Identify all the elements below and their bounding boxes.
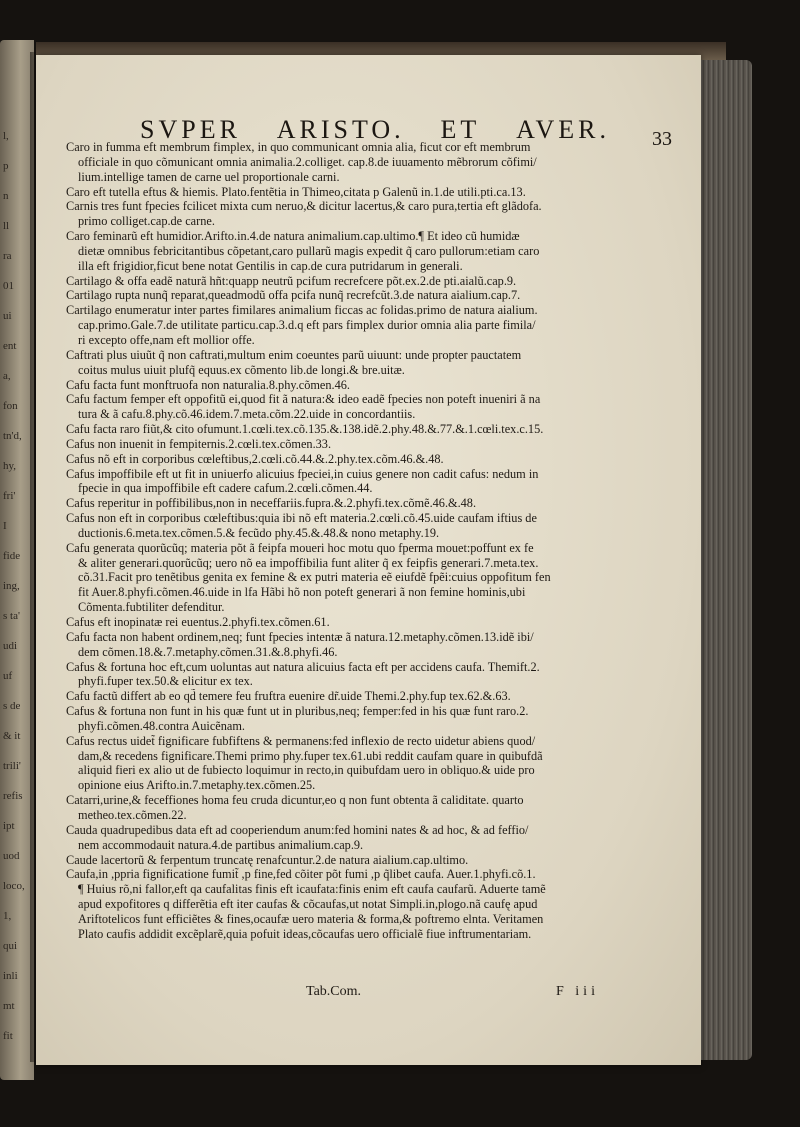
page-number: 33 xyxy=(652,128,672,150)
signature-mark: F iii xyxy=(556,984,599,999)
left-page-fragment: 1, xyxy=(3,910,12,922)
text-line: officiale in quo cõmunicant omnia animalia.2.colliget. cap.8.de iuuamento mẽbrorum cõfimi/ xyxy=(78,154,537,169)
left-page-fragment: ent xyxy=(3,340,17,352)
text-line: fpecie in qua impoffibile eft cadere cafum.2.cœli.cõmen.44. xyxy=(78,481,373,496)
left-page-fragment: ipt xyxy=(3,820,15,832)
running-head-word: AVER. xyxy=(516,115,610,144)
text-line: phyfi.fuper tex.50.& elicitur ex tex. xyxy=(78,674,253,689)
left-page-fragment: ll xyxy=(3,220,10,232)
left-page-fragment: trili' xyxy=(3,760,21,772)
text-line: Caro in fumma eft membrum fimplex, in quo communicant omnia alia, ficut cor eft membrum xyxy=(66,140,531,154)
text-line: illa eft frigidior,ficut bene notat Gentilis in cap.de cura putridarum in generali. xyxy=(78,258,463,273)
left-page-fragment: fide xyxy=(3,550,21,562)
text-line: cap.primo.Gale.7.de utilitate particu.cap.3.d.q eft pars fimplex durior omnia alia parte fimila/ xyxy=(78,318,536,333)
text-line: Ariftotelicos funt efficiẽtes & fines,ocaufæ uero materia & forma,& poftremo elnta. Veritamen xyxy=(78,911,544,926)
text-line: dam,& recedens fignificare.Themi primo phy.fuper tex.61.ubi reddit caufam quare in quibufdã xyxy=(78,748,543,763)
running-head-word: ARISTO. xyxy=(276,115,405,144)
left-page-fragment: ra xyxy=(3,250,12,262)
text-line: cõ.31.Facit pro tenẽtibus genita ex femine & ex putri materia eẽ eiufdẽ fpẽi:cuius oppofitum fen xyxy=(78,570,551,585)
text-line: ductionis.6.meta.tex.cõmen.5.& fecũdo phy.45.&.48.& nono metaphy.19. xyxy=(78,525,440,540)
running-head-word: SVPER xyxy=(140,115,241,144)
running-head-word: ET xyxy=(440,115,481,144)
left-page-fragment: l, xyxy=(3,130,9,142)
left-page-fragment: fri' xyxy=(3,490,16,502)
text-line: Cafus rectus uidet̃ fignificare fubfiftens & permanens:fed inflexio de recto uidetur abiens quod/ xyxy=(66,733,536,748)
left-page-fragment: n xyxy=(3,190,9,202)
text-line: Cafus impoffibile eft ut fit in uniuerfo alicuius fpeciei,in cuius genere non cadit cafus: nedum in xyxy=(66,466,539,481)
text-line: ¶ Huius rõ,ni fallor,eft qa caufalitas finis eft icaufata:finis enim eft caufa caufarũ. Aduerte tamẽ xyxy=(78,882,546,897)
text-line: Catarri,urine,& feceffiones homa feu cruda dicuntur,eo q non funt obtenta ã caliditate. quarto xyxy=(66,793,524,808)
text-line: Cõmenta.fubtiliter defenditur. xyxy=(78,600,225,615)
left-page-fragment: ui xyxy=(3,310,12,322)
left-page-fragment: mt xyxy=(3,1000,15,1012)
left-page-fragment: fit xyxy=(3,1030,13,1042)
text-line: & aliter generari.quorũcũq; uero nõ ea impoffibilia funt aliter q̃ ex feipfis generari.7.meta.tex. xyxy=(78,555,539,570)
left-page-fragment: & it xyxy=(3,730,21,742)
body-text xyxy=(66,140,628,942)
left-page-fragment: s de xyxy=(3,700,21,712)
text-line: Cafus eft inopinatæ rei euentus.2.phyfi.tex.cõmen.61. xyxy=(66,615,330,629)
text-line: Carnis tres funt fpecies fcilicet mixta cum neruo,& dicitur lacertus,& caro pura,tertia eft glãdofa. xyxy=(66,199,542,214)
left-page-fragment: tn'd, xyxy=(3,430,22,442)
left-page-fragment: uod xyxy=(3,850,20,862)
text-line: ri excepto offe,nam eft mollior offe. xyxy=(78,332,255,347)
text-line: Caude lacertorũ & ferpentum truncatę renafcuntur.2.de natura aialium.cap.ultimo. xyxy=(66,852,469,867)
text-line: Cartilago rupta nunq̃ reparat,queadmodũ offa pcifa nunq̃ recrefcũt.3.de natura aialium.cap.7. xyxy=(66,288,521,303)
text-line: Plato caufis addidit excẽplarẽ,quia pofuit ideas,cõcaufas uero officialẽ fiue inftrumentariam. xyxy=(78,926,532,941)
left-page-fragment: loco, xyxy=(3,880,25,892)
text-line: dem cõmen.18.&.7.metaphy.cõmen.31.&.8.phyfi.46. xyxy=(78,644,338,659)
text-line: apud expofitores q differẽtia eft iter caufas & cõcaufas,ut notat Simpli.in,plogo.nã caufę apud xyxy=(78,897,538,912)
text-line: nem accommodauit natura.4.de partibus animalium.cap.9. xyxy=(78,837,364,852)
text-line: coitus mulus uiuit plufq̃ equus.ex cõmento lib.de longi.& bre.uitæ. xyxy=(78,362,405,377)
text-line: Cafu generata quorũcũq; materia põt ã feipfa moueri hoc motu quo fperma mouet:poffunt ex fe xyxy=(66,540,534,555)
text-line: Cafus nõ eft in corporibus cœleftibus,2.cœli.cõ.44.&.2.phy.tex.cõm.46.&.48. xyxy=(66,451,444,466)
left-page-fragment: a, xyxy=(3,370,11,382)
left-page-fragment: ing, xyxy=(3,580,20,592)
text-line: Cafu factũ differt ab eo qd̃ temere feu fruftra euenire dr̃.uide Themi.2.phy.fup tex.62.&.63. xyxy=(66,689,511,704)
text-line: Caufa,in ,ppria fignificatione fumit̃ ,p fine,fed cõiter põt fumi ,p q̃libet caufa. Auer.1.phyfi.cõ.1. xyxy=(66,867,536,882)
left-page-fragment: fon xyxy=(3,400,18,412)
text-line: Cartilago enumeratur inter partes fimilares animalium ficcas ac folidas.primo de natura aialium. xyxy=(66,303,538,318)
text-line: tura & ã cafu.8.phy.cõ.46.idem.7.meta.cõm.22.uide in concordantiis. xyxy=(78,407,416,422)
text-line: lium.intellige tamen de carne uel proportionale carni. xyxy=(78,169,340,184)
text-line: Cafu facta funt monftruofa non naturalia.8.phy.cõmen.46. xyxy=(66,377,350,392)
text-line: Cafus & fortuna hoc eft,cum uoluntas aut natura alicuius facta eft per accidens caufa. Themift.2. xyxy=(66,659,540,674)
text-line: Cartilago & offa eadẽ naturã hñt:quapp neutrũ pcifum recrefcere põt.ex.2.de pti.aialũ.cap.9. xyxy=(66,273,517,288)
left-page-fragment: inli xyxy=(3,970,18,982)
left-page-fragment: p xyxy=(3,160,9,172)
text-line: opinione eius Arifto.in.7.metaphy.tex.cõmen.25. xyxy=(78,778,316,793)
text-line: Cauda quadrupedibus data eft ad cooperiendum anum:fed homini nates & ad hoc, & ad feffio/ xyxy=(66,822,529,837)
left-page-fragment: 01 xyxy=(3,280,14,292)
left-page-edge xyxy=(0,40,34,1080)
text-line: primo colliget.cap.de carne. xyxy=(78,214,215,229)
left-page-fragment: qui xyxy=(3,940,18,952)
text-line: fit Auer.8.phyfi.cõmen.46.uide in lfa Hãbi hõ non poteft generari ã non femine hominis,ubi xyxy=(78,585,526,600)
text-line: metheo.tex.cõmen.22. xyxy=(78,807,187,822)
text-line: Caro eft tutella eftus & hiemis. Plato.fentẽtia in Thimeo,citata p Galenũ in.1.de utili.pti.ca.13. xyxy=(66,184,526,199)
text-line: Cafu facta raro fiũt,& cito ofumunt.1.cœli.tex.cõ.135.&.138.idẽ.2.phy.48.&.77.&.1.cœli.tex.c.15. xyxy=(66,422,544,437)
text-line: dietæ omnibus febricitantibus cõpetant,caro pullarũ magis expedit q̃ caro pullorum:etiam caro xyxy=(78,243,540,258)
text-line: Cafus non eft in corporibus cœleftibus:quia ibi nõ eft materia.2.cœli.cõ.45.uide caufam iftius de xyxy=(66,511,537,526)
text-line: Cafus & fortuna non funt in his quæ funt ut in pluribus,neq; femper:fed in his quæ funt raro.2. xyxy=(66,704,529,719)
text-line: Cafu facta non habent ordinem,neq; funt fpecies intentæ ã natura.12.metaphy.cõmen.13.idẽ ibi/ xyxy=(66,629,534,644)
left-page-fragment: refis xyxy=(3,790,23,802)
text-line: Cafus reperitur in poffibilibus,non in neceffariis.fupra.&.2.phyfi.tex.cõmẽ.46.&.48. xyxy=(66,496,477,511)
catchword: Tab.Com. xyxy=(306,984,362,999)
text-line: Cafu factum femper eft oppofitũ ei,quod fit ã natura:& ideo eadẽ fpecies non poteft inueniri ã na xyxy=(66,392,541,407)
left-page-fragment: s ta' xyxy=(3,610,20,622)
left-page-fragment: udi xyxy=(3,640,18,652)
text-line: aliquid fieri ex alio ut de fubiecto loquimur in recto,in quibufdam uero in obliquo.& uide pro xyxy=(78,763,535,778)
left-page-fragment: uf xyxy=(3,670,13,682)
text-line: phyfi.cõmen.48.contra Auicẽnam. xyxy=(78,718,245,733)
text-line: Caro feminarũ eft humidior.Arifto.in.4.de natura animalium.cap.ultimo.¶ Et ideo cũ humidæ xyxy=(66,229,520,244)
left-page-fragment: I xyxy=(3,520,7,532)
left-page-fragment: hy, xyxy=(3,460,17,472)
text-line: Cafus non inuenit in fempiternis.2.cœli.tex.cõmen.33. xyxy=(66,436,332,451)
text-line: Caftrati plus uiuũt q̃ non caftrati,multum enim coeuntes parũ uiuunt: unde propter pauctatem xyxy=(66,347,522,362)
